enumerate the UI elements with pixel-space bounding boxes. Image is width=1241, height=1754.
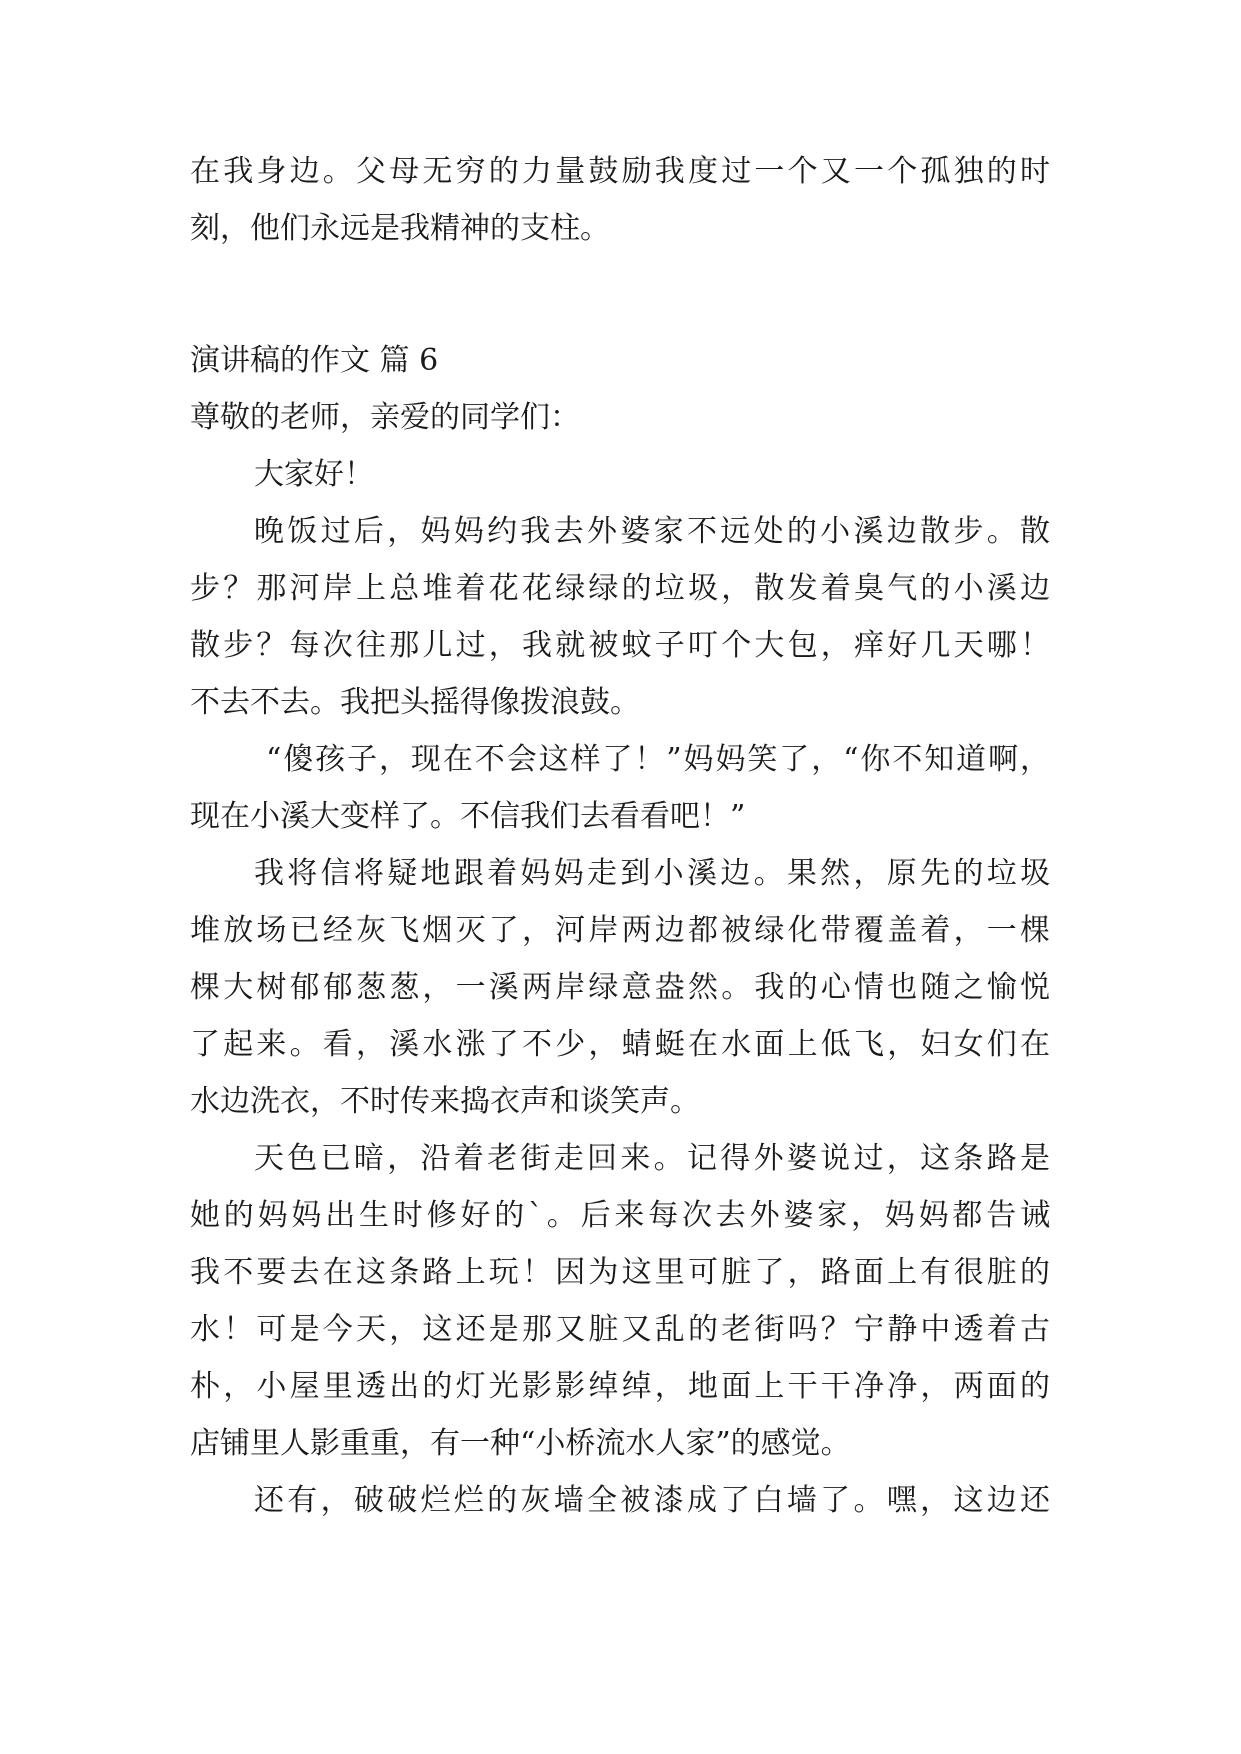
- paragraph-line: 我不要去在这条路上玩！因为这里可脏了，路面上有很脏的: [190, 1255, 1050, 1290]
- paragraph-line: 水边洗衣，不时传来捣衣声和谈笑声。: [190, 1084, 700, 1119]
- paragraph-line: “傻孩子，现在不会这样了！”妈妈笑了，“你不知道啊，: [266, 742, 1050, 777]
- paragraph-line: 晚饭过后，妈妈约我去外婆家不远处的小溪边散步。散: [254, 514, 1050, 549]
- paragraph-line: 散步？每次往那儿过，我就被蚊子叮个大包，痒好几天哪！: [190, 628, 1050, 663]
- salutation: 尊敬的老师，亲爱的同学们：: [190, 400, 580, 435]
- paragraph-line: 步？那河岸上总堆着花花绿绿的垃圾，散发着臭气的小溪边: [190, 571, 1050, 606]
- paragraph-line: 还有，破破烂烂的灰墙全被漆成了白墙了。嘿，这边还: [254, 1483, 1050, 1518]
- paragraph-line: 店铺里人影重重，有一种“小桥流水人家”的感觉。: [190, 1426, 851, 1461]
- paragraph-line: 现在小溪大变样了。不信我们去看看吧！”: [190, 799, 746, 834]
- paragraph-line: 朴，小屋里透出的灯光影影绰绰，地面上干干净净，两面的: [190, 1369, 1050, 1404]
- paragraph-line: 不去不去。我把头摇得像拨浪鼓。: [190, 685, 640, 720]
- paragraph-line: 了起来。看，溪水涨了不少，蜻蜓在水面上低飞，妇女们在: [190, 1027, 1050, 1062]
- paragraph-line: 水！可是今天，这还是那又脏又乱的老街吗？宁静中透着古: [190, 1312, 1050, 1347]
- paragraph-line: 棵大树郁郁葱葱，一溪两岸绿意盎然。我的心情也随之愉悦: [190, 970, 1050, 1005]
- paragraph-line: 堆放场已经灰飞烟灭了，河岸两边都被绿化带覆盖着，一棵: [190, 913, 1050, 948]
- greeting: 大家好！: [254, 457, 374, 492]
- paragraph-line: 她的妈妈出生时修好的`。后来每次去外婆家，妈妈都告诫: [190, 1198, 1050, 1233]
- section-heading: 演讲稿的作文 篇 6: [190, 343, 439, 378]
- paragraph-line: 在我身边。父母无穷的力量鼓励我度过一个又一个孤独的时: [190, 154, 1050, 189]
- paragraph-line: 我将信将疑地跟着妈妈走到小溪边。果然，原先的垃圾: [254, 856, 1050, 891]
- paragraph-line: 刻，他们永远是我精神的支柱。: [190, 211, 610, 246]
- paragraph-line: 天色已暗，沿着老街走回来。记得外婆说过，这条路是: [254, 1141, 1050, 1176]
